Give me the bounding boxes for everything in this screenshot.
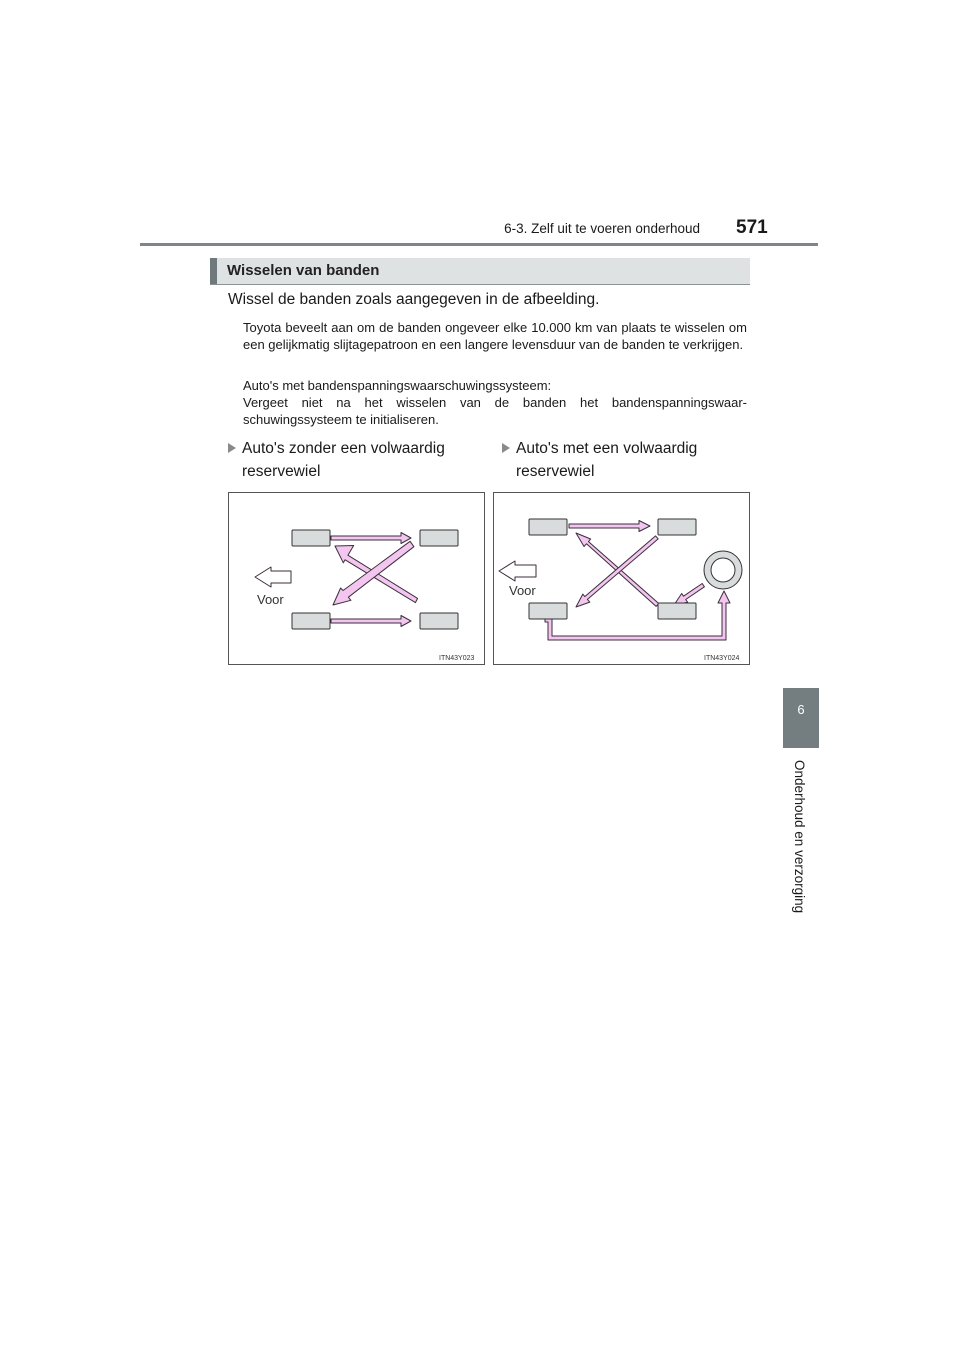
spare-tire-inner-icon bbox=[711, 558, 735, 582]
tire-rear-right-icon bbox=[658, 603, 696, 619]
tpws-note-title: Auto's met bandenspanningswaarschuwingssysteem: bbox=[243, 378, 552, 393]
arrow-front-left-to-right-icon bbox=[569, 521, 650, 532]
tpws-note bbox=[243, 377, 747, 428]
tire-front-left-icon bbox=[292, 530, 330, 546]
figure-1-drawing bbox=[229, 493, 484, 664]
chapter-label-box bbox=[782, 760, 822, 930]
front-direction-arrow-icon bbox=[255, 567, 291, 587]
tire-rear-right-icon bbox=[420, 613, 458, 629]
front-direction-arrow-icon bbox=[499, 561, 536, 581]
option-label: Auto's zonder een volwaardig reservewiel bbox=[242, 440, 445, 480]
section-title: Wisselen van banden bbox=[227, 262, 380, 279]
running-header-section: 6-3. Zelf uit te voeren onderhoud bbox=[504, 221, 700, 236]
triangle-bullet-icon bbox=[502, 443, 510, 453]
section-heading-marker bbox=[210, 258, 217, 284]
figure-rotation-without-spare bbox=[228, 492, 485, 665]
figure-2-drawing bbox=[494, 493, 749, 664]
tire-front-left-icon bbox=[529, 519, 567, 535]
chapter-tab bbox=[783, 688, 819, 748]
tpws-note-body: Vergeet niet na het wisselen van de banden het bandenspanningswaar-schuwingssysteem te initialiseren. bbox=[243, 395, 747, 427]
chapter-label: Onderhoud en verzorging bbox=[792, 760, 807, 914]
intro-text: Wissel de banden zoals aangegeven in de afbeelding. bbox=[228, 291, 600, 308]
tire-front-right-icon bbox=[420, 530, 458, 546]
rotation-advice-paragraph: Toyota beveelt aan om de banden ongeveer elke 10.000 km van plaats te wisselen om een gelijkmatig slijtagepatroon en een langere levensduur van de banden te verkrijgen. bbox=[243, 320, 747, 352]
arrow-spare-to-rear-right-icon bbox=[674, 584, 704, 606]
page-number: 571 bbox=[736, 217, 768, 238]
tire-rear-left-icon bbox=[292, 613, 330, 629]
figure-rotation-with-spare bbox=[493, 492, 750, 665]
arrow-rear-left-to-spare-loop-icon bbox=[545, 591, 730, 640]
chapter-number: 6 bbox=[797, 702, 805, 717]
front-label: Voor bbox=[509, 583, 536, 598]
figure-code: ITN43Y023 bbox=[439, 655, 475, 662]
triangle-bullet-icon bbox=[228, 443, 236, 453]
header-rule bbox=[140, 243, 818, 246]
tire-rear-left-icon bbox=[529, 603, 567, 619]
section-heading-bar bbox=[210, 258, 750, 285]
tire-front-right-icon bbox=[658, 519, 696, 535]
arrow-front-left-to-right-icon bbox=[331, 533, 411, 544]
figure-code: ITN43Y024 bbox=[704, 655, 740, 662]
arrow-rear-left-to-right-icon bbox=[331, 616, 411, 627]
option-label: Auto's met een volwaardig reservewiel bbox=[516, 440, 698, 480]
front-label: Voor bbox=[257, 592, 284, 607]
